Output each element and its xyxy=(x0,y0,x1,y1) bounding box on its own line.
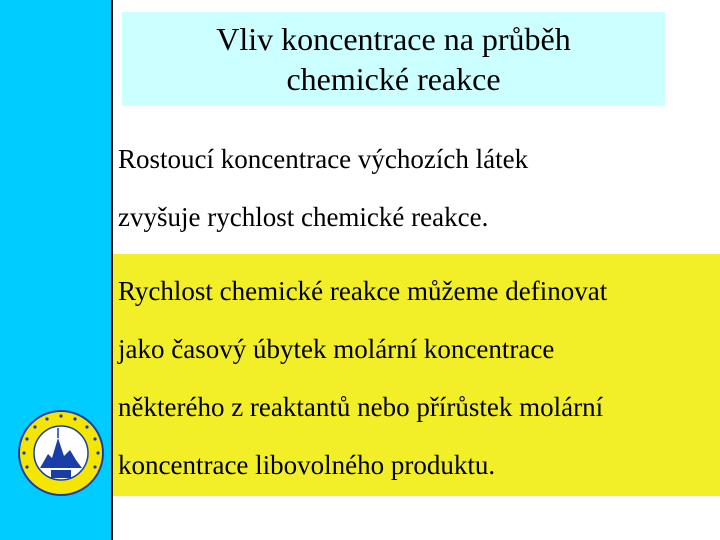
title-line-2: chemické reakce xyxy=(286,61,501,97)
title-line-1: Vliv koncentrace na průběh xyxy=(216,21,571,57)
intro-paragraph xyxy=(118,134,713,250)
school-seal-icon xyxy=(18,410,104,496)
definition-line-1: Rychlost chemické reakce můžeme definovat xyxy=(118,276,608,306)
definition-highlight-box xyxy=(113,254,720,496)
left-sidebar-band xyxy=(0,0,113,540)
definition-line-4: koncentrace libovolného produktu. xyxy=(118,450,496,480)
intro-line-2: zvyšuje rychlost chemické reakce. xyxy=(118,202,489,232)
definition-line-2: jako časový úbytek molární koncentrace xyxy=(118,334,555,364)
definition-line-3: některého z reaktantů nebo přírůstek molární xyxy=(118,392,604,422)
intro-line-1: Rostoucí koncentrace výchozích látek xyxy=(118,144,529,174)
slide-title xyxy=(122,12,665,106)
